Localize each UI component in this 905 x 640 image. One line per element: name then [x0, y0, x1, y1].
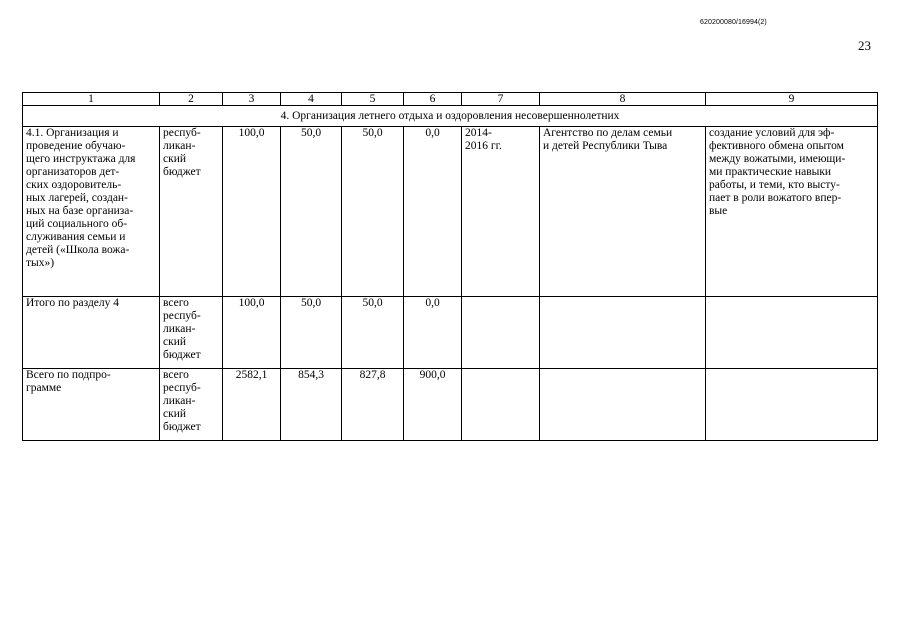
activity-name: Итого по разделу 4 [23, 297, 160, 369]
expected-result: создание условий для эф- фективного обмена опытом между вожатыми, имеющи- ми практические навыки работы, и теми, кто высту- пает в роли вожатого впер- вые [706, 127, 878, 297]
activity-name: Всего по подпро- грамме [23, 369, 160, 441]
document-code: 620200080/16994(2) [700, 19, 767, 26]
column-number: 7 [462, 93, 540, 106]
activity-name: 4.1. Организация и проведение обучаю- щего инструктажа для организаторов дет- ских оздоровитель- ных лагерей, создан- ных на базе организа- ций социального об- служивания семьи и детей («Школа вожа- тых») [23, 127, 160, 297]
section-title: 4. Организация летнего отдыха и оздоровления несовершеннолетних [23, 106, 878, 127]
column-number: 8 [540, 93, 706, 106]
section-title-row [23, 106, 878, 127]
column-number: 4 [281, 93, 342, 106]
responsible: Агентство по делам семьи и детей Республики Тыва [540, 127, 706, 297]
amount-total: 100,0 [223, 127, 281, 297]
period [462, 297, 540, 369]
program-table [22, 92, 878, 441]
responsible [540, 297, 706, 369]
column-number: 6 [404, 93, 462, 106]
amount-year-2: 827,8 [342, 369, 404, 441]
column-number: 9 [706, 93, 878, 106]
table-row [23, 297, 878, 369]
amount-year-3: 0,0 [404, 127, 462, 297]
amount-year-2: 50,0 [342, 127, 404, 297]
amount-year-1: 50,0 [281, 127, 342, 297]
amount-year-1: 50,0 [281, 297, 342, 369]
funding-source: всего респуб- ликан- ский бюджет [160, 369, 223, 441]
responsible [540, 369, 706, 441]
funding-source: всего респуб- ликан- ский бюджет [160, 297, 223, 369]
column-number-row [23, 93, 878, 106]
column-number: 1 [23, 93, 160, 106]
amount-year-3: 0,0 [404, 297, 462, 369]
amount-total: 100,0 [223, 297, 281, 369]
amount-year-1: 854,3 [281, 369, 342, 441]
funding-source: респуб- ликан- ский бюджет [160, 127, 223, 297]
page-number: 23 [858, 38, 871, 53]
table-row [23, 127, 878, 297]
column-number: 2 [160, 93, 223, 106]
amount-year-2: 50,0 [342, 297, 404, 369]
expected-result [706, 369, 878, 441]
column-number: 5 [342, 93, 404, 106]
period [462, 369, 540, 441]
amount-year-3: 900,0 [404, 369, 462, 441]
period: 2014- 2016 гг. [462, 127, 540, 297]
expected-result [706, 297, 878, 369]
column-number: 3 [223, 93, 281, 106]
amount-total: 2582,1 [223, 369, 281, 441]
table-row [23, 369, 878, 441]
